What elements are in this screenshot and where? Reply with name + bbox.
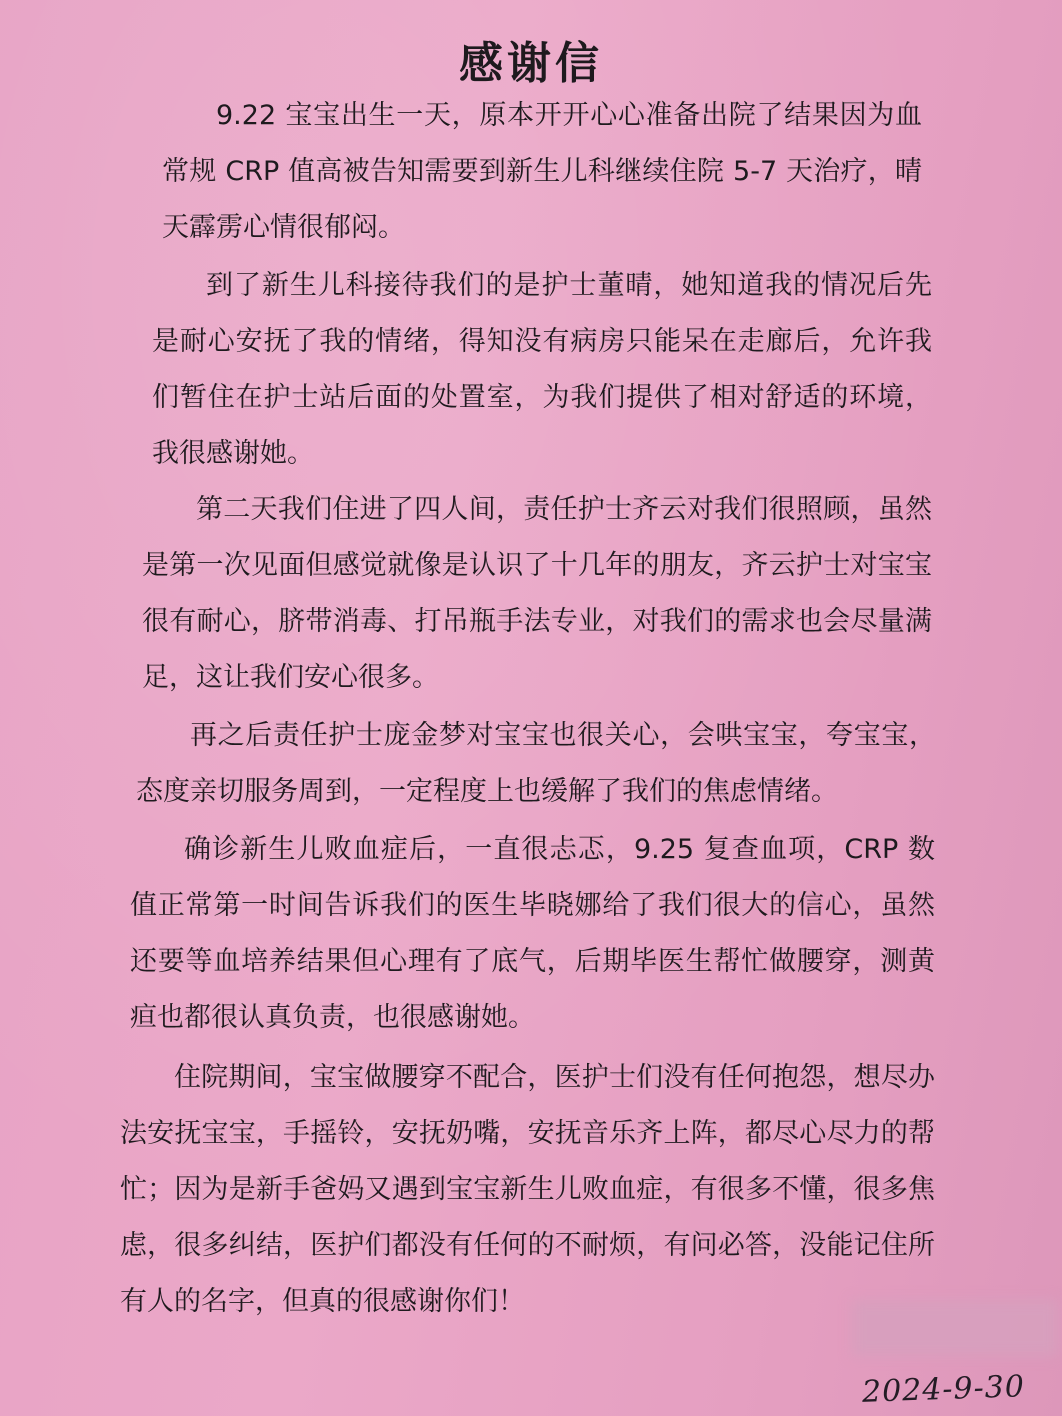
paragraph-1: 9.22 宝宝出生一天，原本开开心心准备出院了结果因为血常规 CRP 值高被告知需要到新生儿科继续住院 5-7 天治疗，晴天霹雳心情很郁闷。 bbox=[162, 100, 922, 243]
paragraph-5: 确诊新生儿败血症后，一直很忐忑，9.25 复查血项，CRP 数值正常第一时间告诉我们的医生毕晓娜给了我们很大的信心，虽然还要等血培养结果但心理有了底气，后期毕医生帮忙做腰穿，测黄疸也都很认真负责，也很感谢她。 bbox=[130, 834, 935, 1033]
paragraph-3: 第二天我们住进了四人间，责任护士齐云对我们很照顾，虽然是第一次见面但感觉就像是认识了十几年的朋友，齐云护士对宝宝很有耐心，脐带消毒、打吊瓶手法专业，对我们的需求也会尽量满足，这让我们安心很多。 bbox=[142, 494, 932, 693]
paragraph-6: 住院期间，宝宝做腰穿不配合，医护士们没有任何抱怨，想尽办法安抚宝宝，手摇铃，安抚奶嘴，安抚音乐齐上阵，都尽心尽力的帮忙；因为是新手爸妈又遇到宝宝新生儿败血症，有很多不懂，很多焦虑，很多纠结，医护们都没有任何的不耐烦，有问必答，没能记住所有人的名字，但真的很感谢你们！ bbox=[120, 1062, 935, 1317]
handwritten-date: 2024-9-30 bbox=[861, 1369, 1026, 1410]
paragraph-2: 到了新生儿科接待我们的是护士董晴，她知道我的情况后先是耐心安抚了我的情绪，得知没有病房只能呆在走廊后，允许我们暂住在护士站后面的处置室，为我们提供了相对舒适的环境，我很感谢她。 bbox=[152, 270, 932, 469]
paragraph-4: 再之后责任护士庞金梦对宝宝也很关心，会哄宝宝，夸宝宝，态度亲切服务周到，一定程度上也缓解了我们的焦虑情绪。 bbox=[136, 720, 936, 807]
letter-title: 感谢信 bbox=[459, 38, 603, 89]
letter-body bbox=[118, 88, 948, 1330]
redacted-signature bbox=[852, 1300, 1058, 1356]
